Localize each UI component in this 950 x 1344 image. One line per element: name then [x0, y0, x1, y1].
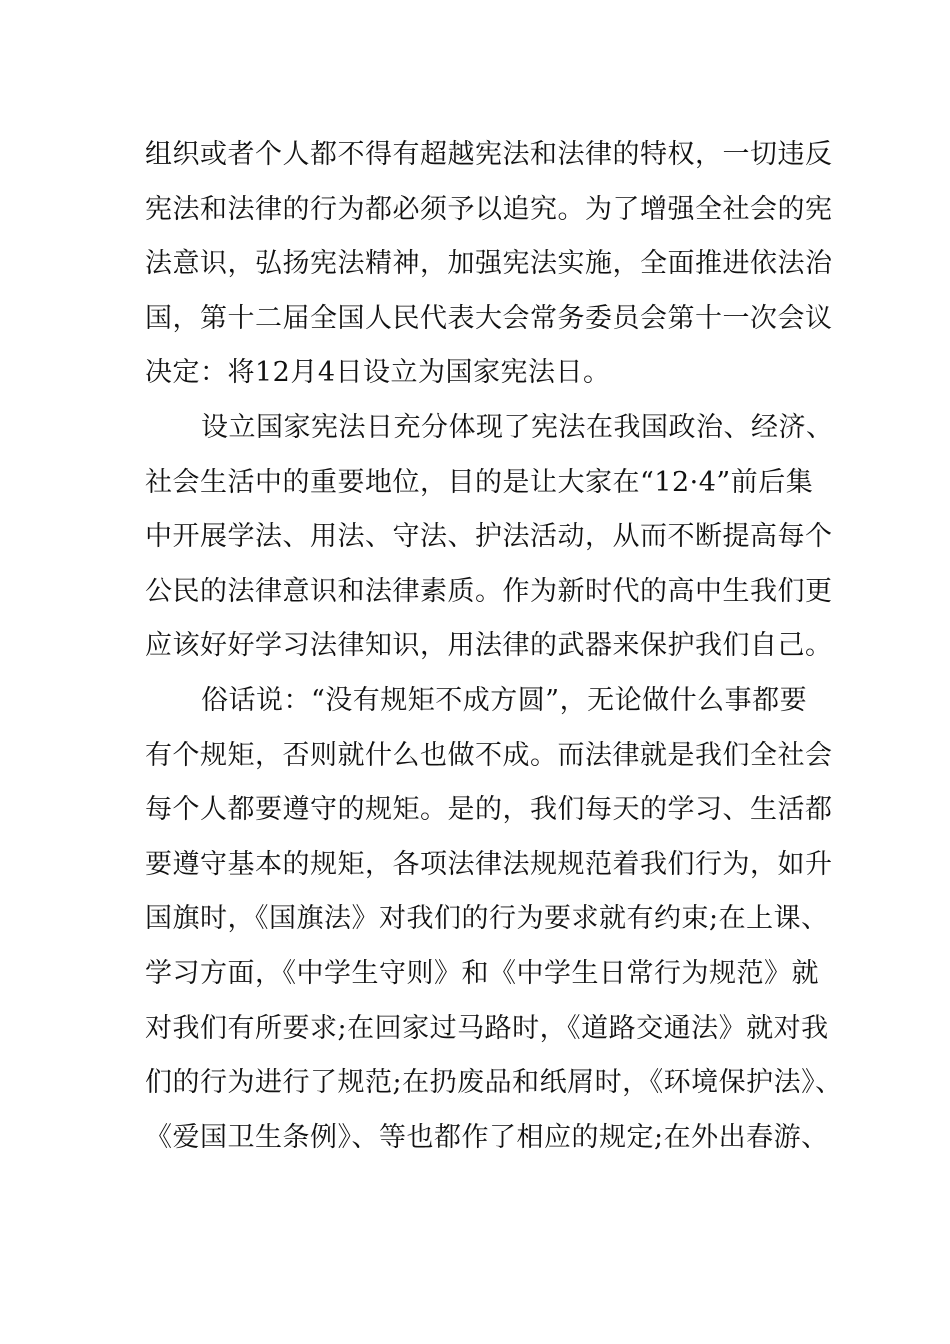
text-line: 法意识，弘扬宪法精神，加强宪法实施，全面推进依法治: [145, 248, 833, 280]
text-line: 宪法和法律的行为都必须予以追究。为了增强全社会的宪: [145, 193, 833, 225]
text-line: 有个规矩，否则就什么也做不成。而法律就是我们全社会: [145, 739, 833, 771]
text-line: 公民的法律意识和法律素质。作为新时代的高中生我们更: [145, 575, 833, 607]
text-line: 应该好好学习法律知识，用法律的武器来保护我们自己。: [145, 630, 833, 662]
text-line: 对我们有所要求;在回家过马路时，《道路交通法》就对我: [145, 1012, 829, 1044]
body-text: [145, 128, 843, 1165]
text-line: 社会生活中的重要地位，目的是让大家在“12·4”前后集: [145, 466, 814, 498]
text-line: 每个人都要遵守的规矩。是的，我们每天的学习、生活都: [145, 794, 833, 826]
paragraph-first-line: 俗话说：“没有规矩不成方圆”，无论做什么事都要: [201, 684, 808, 716]
text-line: 要遵守基本的规矩，各项法律法规规范着我们行为，如升: [145, 848, 833, 880]
text-line: 们的行为进行了规范;在扔废品和纸屑时，《环境保护法》、: [145, 1067, 843, 1099]
text-line: 《爱国卫生条例》、等也都作了相应的规定;在外出春游、: [145, 1121, 829, 1153]
text-line: 学习方面，《中学生守则》和《中学生日常行为规范》就: [145, 957, 819, 989]
text-line: 中开展学法、用法、守法、护法活动，从而不断提高每个: [145, 521, 833, 553]
text-line: 组织或者个人都不得有超越宪法和法律的特权，一切违反: [145, 139, 833, 170]
text-line: 国旗时，《国旗法》对我们的行为要求就有约束;在上课、: [145, 903, 829, 935]
text-line: 国，第十二届全国人民代表大会常务委员会第十一次会议: [145, 302, 833, 334]
paragraph-first-line: 设立国家宪法日充分体现了宪法在我国政治、经济、: [201, 411, 834, 443]
text-line: 决定：将12月4日设立为国家宪法日。: [145, 357, 611, 389]
